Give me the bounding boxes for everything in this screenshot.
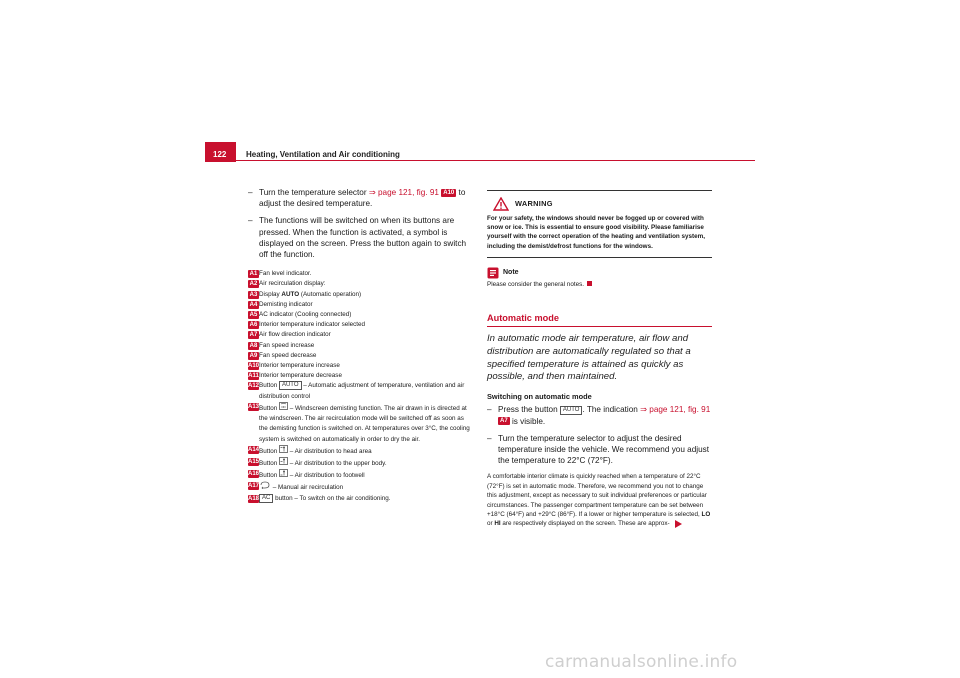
legend-text [259,290,473,300]
instruction-step [487,433,712,467]
callout-badge: A4 [249,301,258,308]
callout-badge: A7 [249,332,258,339]
page-number: 122 [205,142,236,162]
legend-item [248,361,473,371]
legend-item [248,481,473,493]
continue-arrow-icon [675,520,682,528]
legend-description: Interior temperature increase [259,362,340,370]
paragraph-text: are respectively displayed on the screen. These are approx- [500,520,670,528]
legend-description: – Air distribution to the upper body. [287,459,387,467]
legend-bold-label: AUTO [281,290,300,298]
legend-item [248,381,473,402]
chapter-title: Heating, Ventilation and Air conditioning [246,150,400,159]
legend-text [259,361,473,371]
legend-prefix: Button [259,404,279,412]
legend-text [259,494,473,504]
legend-text [259,351,473,361]
warning-header [487,197,712,211]
callout-badge: A13 [248,404,260,411]
legend-description: – Air distribution to head area [287,447,372,455]
left-column [248,187,473,504]
legend-text [259,445,473,457]
callout-badge: A11 [248,373,259,380]
legend-description: Interior temperature indicator selected [259,321,366,329]
paragraph-text: A comfortable interior climate is quickly reached when a temperature of 22°C (72°F) is set in automatic mode. Therefore, we recommend you not to change this adjustment, except as necessary to suit individual preferences or particular circumstances. The passenger compartment temperature can be set between +18°C (64°F) and +29°C (86°F). If a lower or higher temperature is selected, [487,473,707,519]
callout-badge: A6 [249,322,258,329]
windscreen-demist-icon [279,405,288,412]
callout-badge: A12 [248,383,260,390]
callout-badge: A10 [443,189,455,196]
legend-text [259,341,473,351]
legend-list [248,269,473,504]
dash-bullet: – [487,405,492,415]
instruction-step [248,215,473,260]
warning-triangle-icon [493,197,509,211]
instruction-step [487,404,712,426]
right-column [487,190,712,529]
callout-badge: A16 [248,471,260,478]
air-head-icon [279,448,288,455]
callout-badge: A14 [248,446,260,453]
callout-badge: A17 [248,483,260,490]
auto-key-label: AUTO [560,406,583,415]
watermark: carmanualsonline.info [545,652,738,672]
callout-badge: A18 [248,495,260,502]
page-header [205,142,755,162]
legend-item [248,494,473,504]
legend-text [259,469,473,481]
legend-description: Fan speed decrease [259,351,317,359]
callout-badge: A15 [248,459,260,466]
instruction-step [248,187,473,209]
section-intro: In automatic mode air temperature, air flow and distribution are automatically regulated so that a specified temperature is attained as quickly as possible, and then maintained. [487,333,691,383]
legend-prefix: Display [259,290,282,298]
legend-prefix: Button [259,472,279,480]
legend-text [259,300,473,310]
callout-badge: A3 [249,291,258,298]
legend-text [259,320,473,330]
legend-description: Air flow direction indicator [259,331,331,339]
step-text: to adjust the desired temperature. [259,188,466,209]
step-text: Turn the temperature selector to adjust the desired temperature inside the vehicle. We recommend you adjust the temperature to 22°C (72°F). [498,433,710,466]
callout-badge: A1 [249,271,258,278]
note-title: Note [503,269,519,277]
legend-item [248,457,473,469]
legend-description: – Automatic adjustment of temperature, ventilation and air distribution control [259,382,465,400]
legend-description: Air recirculation display: [259,280,326,288]
header-rule [205,160,755,161]
legend-prefix: Button [259,459,279,467]
legend-description: button – To switch on the air conditioning. [273,494,391,502]
subheading: Switching on automatic mode [487,392,592,402]
end-marker-icon [587,281,592,286]
legend-item [248,469,473,481]
legend-description: Fan speed increase [259,341,315,349]
warning-text: For your safety, the windows should never be fogged up or covered with snow or ice. This is essential to ensure good visibility. Please familiarise yourself with the correct operation of the heating and ventilation system, including the demist/defrost functions for the windows. [487,215,705,250]
dash-bullet: – [248,216,253,226]
air-feet-icon [279,472,288,479]
legend-item [248,445,473,457]
legend-text [259,381,473,402]
legend-item [248,290,473,300]
step-text: The functions will be switched on when its buttons are pressed. When the function is activated, a symbol is displayed on the screen. Press the button again to switch off the function. [259,216,467,260]
legend-description: (Automatic operation) [299,290,362,298]
warning-title: WARNING [515,199,553,209]
legend-item [248,351,473,361]
legend-item [248,300,473,310]
step-text: is visible. [509,416,546,426]
note-header [487,267,712,279]
legend-item [248,330,473,340]
legend-description: – Air distribution to footwell [287,472,365,480]
note-text: Please consider the general notes. [487,280,584,288]
warning-box [487,190,712,258]
callout-badge: A8 [249,342,258,349]
legend-item [248,371,473,381]
legend-prefix: Button [259,447,279,455]
callout-badge: A10 [248,363,260,370]
legend-text [259,269,473,279]
legend-text [259,371,473,381]
step-text: Turn the temperature selector [259,188,369,197]
dash-bullet: – [248,188,253,197]
legend-item [248,402,473,445]
key-label: AC [259,494,273,503]
hi-label: HI [494,520,501,528]
callout-badge: A5 [249,312,258,319]
step-text: . The indication [582,405,641,415]
callout-badge: A7 [500,418,508,425]
page-reference-link[interactable]: ⇒ page 121, fig. 91 [640,405,711,415]
legend-text [259,310,473,320]
legend-item [248,320,473,330]
legend-text [259,279,473,289]
legend-description: AC indicator (Cooling connected) [259,311,352,319]
callout-badge: A2 [249,281,258,288]
key-label: AUTO [279,381,302,390]
air-body-icon [279,460,288,467]
note-paragraph [487,280,712,289]
legend-description: Fan level indicator. [259,270,312,278]
legend-item [248,341,473,351]
paragraph-text: or [487,520,495,528]
legend-text [259,481,473,493]
section-title: Automatic mode [487,312,559,323]
legend-text [259,402,473,445]
legend-prefix: Button [259,382,279,390]
legend-item [248,269,473,279]
section-rule [487,326,712,327]
page-reference-link[interactable]: ⇒ page 121, fig. 91 [368,188,439,197]
legend-description: Interior temperature decrease [259,372,342,380]
note-icon [487,267,499,279]
dash-bullet: – [487,433,492,443]
legend-text [259,457,473,469]
legend-description: – Manual air recirculation [271,484,344,492]
lo-label: LO [701,511,711,519]
recirculation-icon [259,484,271,491]
callout-badge: A9 [249,352,258,359]
legend-item [248,310,473,320]
body-paragraph [487,472,712,528]
legend-description: Demisting indicator [259,300,313,308]
step-text: Press the button [498,405,560,415]
legend-description: – Windscreen demisting function. The air drawn in is directed at the windscreen. The air recirculation mode will be switched off as soon as the demisting function is switched on. At temperatures over 3°C, the cooling system is switched on automatically in order to dry the air. [259,404,470,443]
legend-text [259,330,473,340]
legend-item [248,279,473,289]
